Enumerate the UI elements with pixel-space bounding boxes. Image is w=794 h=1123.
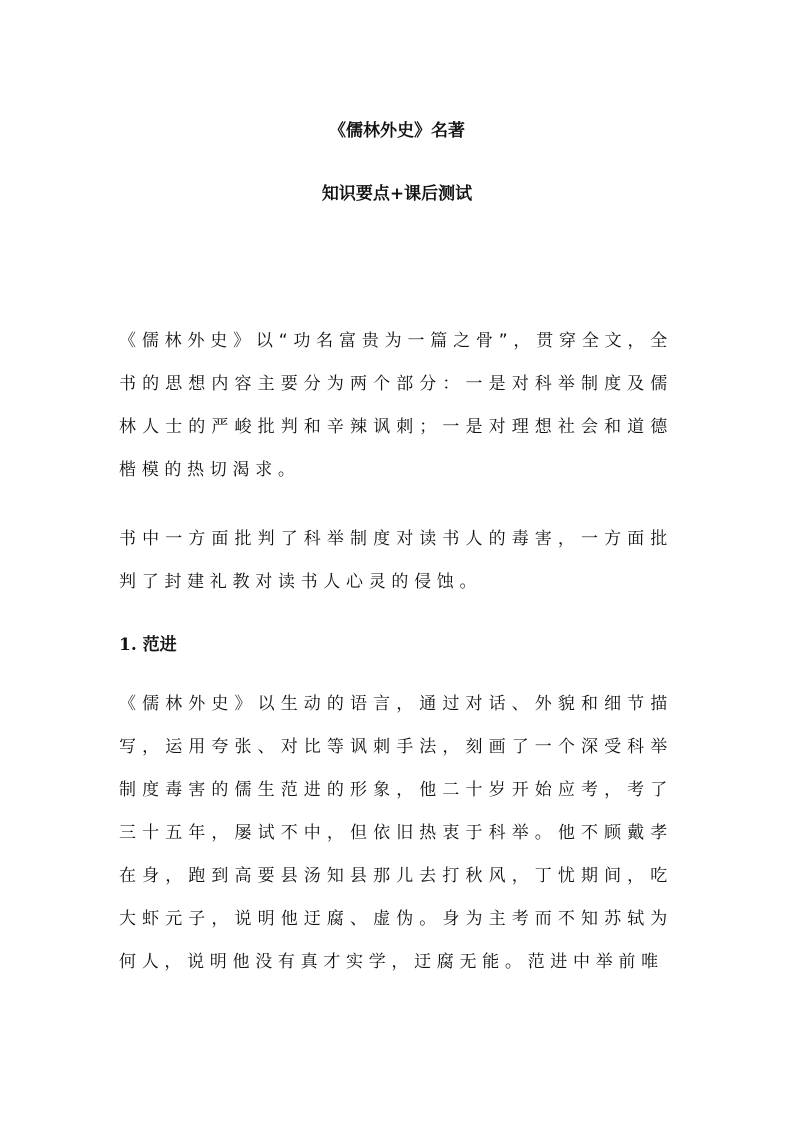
intro-paragraph: 《儒林外史》以“功名富贵为一篇之骨”，贯穿全文，全书的思想内容主要分为两个部分：一是对科举制度及儒林人士的严峻批判和辛辣讽刺；一是对理想社会和道德楷模的热切渴求。 — [119, 331, 673, 480]
fan-jin-paragraph: 《儒林外史》以生动的语言，通过对话、外貌和细节描写，运用夸张、对比等讽刺手法，刻画了一个深受科举制度毒害的儒生范进的形象，他二十岁开始应考，考了三十五年，屡试不中，但依旧热衷于科举。他不顾戴孝在身，跑到高要县汤知县那儿去打秋风，丁忧期间，吃大虾元子，说明他迂腐、虚伪。身为主考而不知苏轼为何人，说明他没有真才实学，迂腐无能。范进中举前唯 — [119, 694, 673, 972]
document-title: 《儒林外史》名著 — [329, 121, 465, 141]
criticism-paragraph: 书中一方面批判了科举制度对读书人的毒害，一方面批判了封建礼教对读书人心灵的侵蚀。 — [119, 529, 673, 592]
document-subtitle: 知识要点+课后测试 — [321, 184, 473, 204]
section-heading-fan-jin: 1. 范进 — [119, 635, 177, 655]
